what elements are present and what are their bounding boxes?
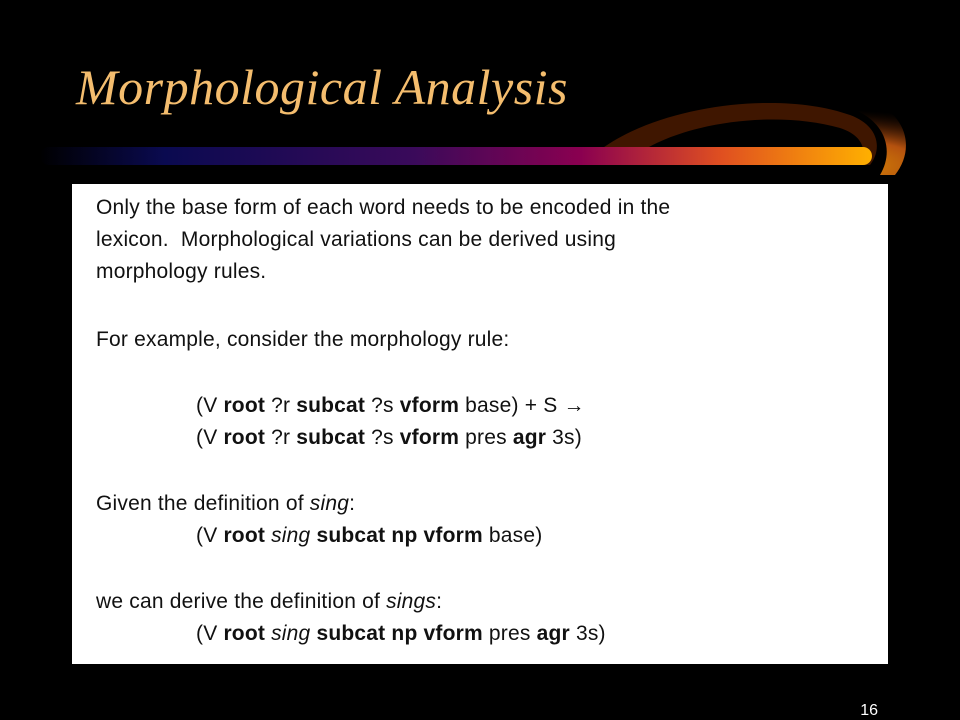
paragraph-line: we can derive the definition of sings: [96,590,443,613]
definition-sings: (V root sing subcat np vform pres agr 3s) [196,622,606,645]
paragraph-line: Only the base form of each word needs to be encoded in the [96,196,671,219]
definition-sing: (V root sing subcat np vform base) [196,524,543,547]
paragraph-line: morphology rules. [96,260,267,283]
paragraph-line: lexicon. Morphological variations can be derived using [96,228,616,251]
paragraph-line: For example, consider the morphology rule: [96,328,510,351]
slide-title: Morphological Analysis [76,59,569,115]
paragraph-line: Given the definition of sing: [96,492,356,515]
morphology-rule-rhs: (V root ?r subcat ?s vform pres agr 3s) [196,426,582,449]
morphology-rule-lhs: (V root ?r subcat ?s vform base) + S → [196,394,585,417]
page-number: 16 [860,702,878,719]
content-panel [72,184,888,664]
